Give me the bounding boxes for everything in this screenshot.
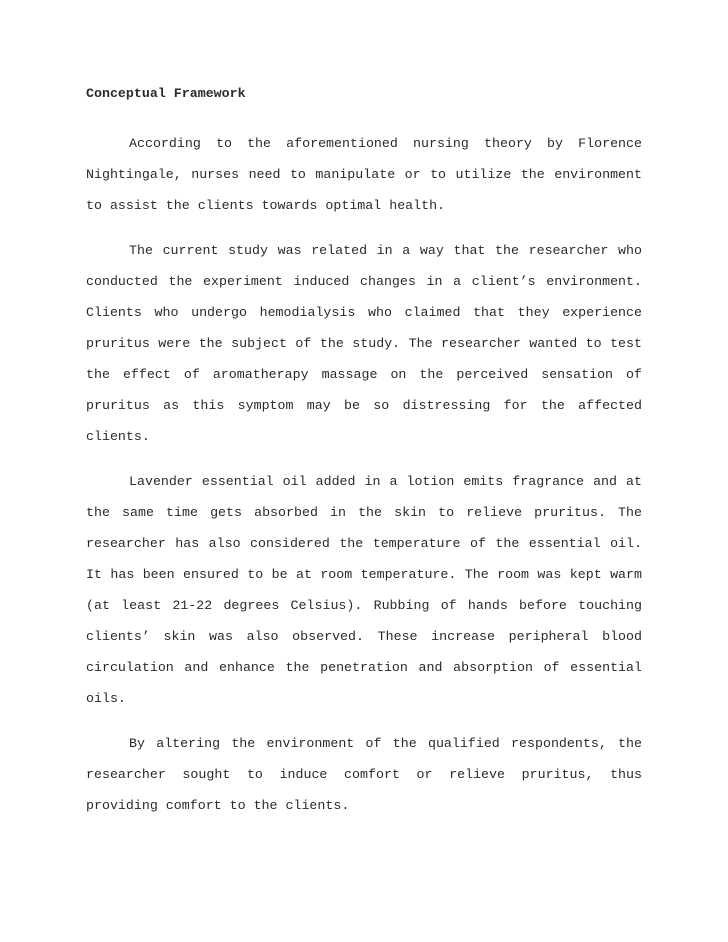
paragraph-nightingale-theory: According to the aforementioned nursing theory by Florence Nightingale, nurses need to manipulate or to utilize the environment to assist the clients towards optimal health. (86, 136, 642, 213)
paragraph-lavender-oil: Lavender essential oil added in a lotion emits fragrance and at the same time gets absorbed in the skin to relieve pruritus. The researcher has also considered the temperature of the essential oil. It has been ensured to be at room temperature. The room was kept warm (at least 21-22 degrees Celsius). Rubbing of hands before touching clients’ skin was also observed. These increase peripheral blood circulation and enhance the penetration and absorption of essential oils. (86, 474, 642, 706)
paragraph-study-context: The current study was related in a way that the researcher who conducted the experiment induced changes in a client’s environment. Clients who undergo hemodialysis who claimed that they experience pruritus were the subject of the study. The researcher wanted to test the effect of aromatherapy massage on the perceived sensation of pruritus as this symptom may be so distressing for the affected clients. (86, 243, 642, 444)
paragraph-conclusion: By altering the environment of the qualified respondents, the researcher sought to induce comfort or relieve pruritus, thus providing comfort to the clients. (86, 736, 642, 813)
section-heading: Conceptual Framework (86, 86, 246, 101)
document-page (86, 86, 642, 835)
